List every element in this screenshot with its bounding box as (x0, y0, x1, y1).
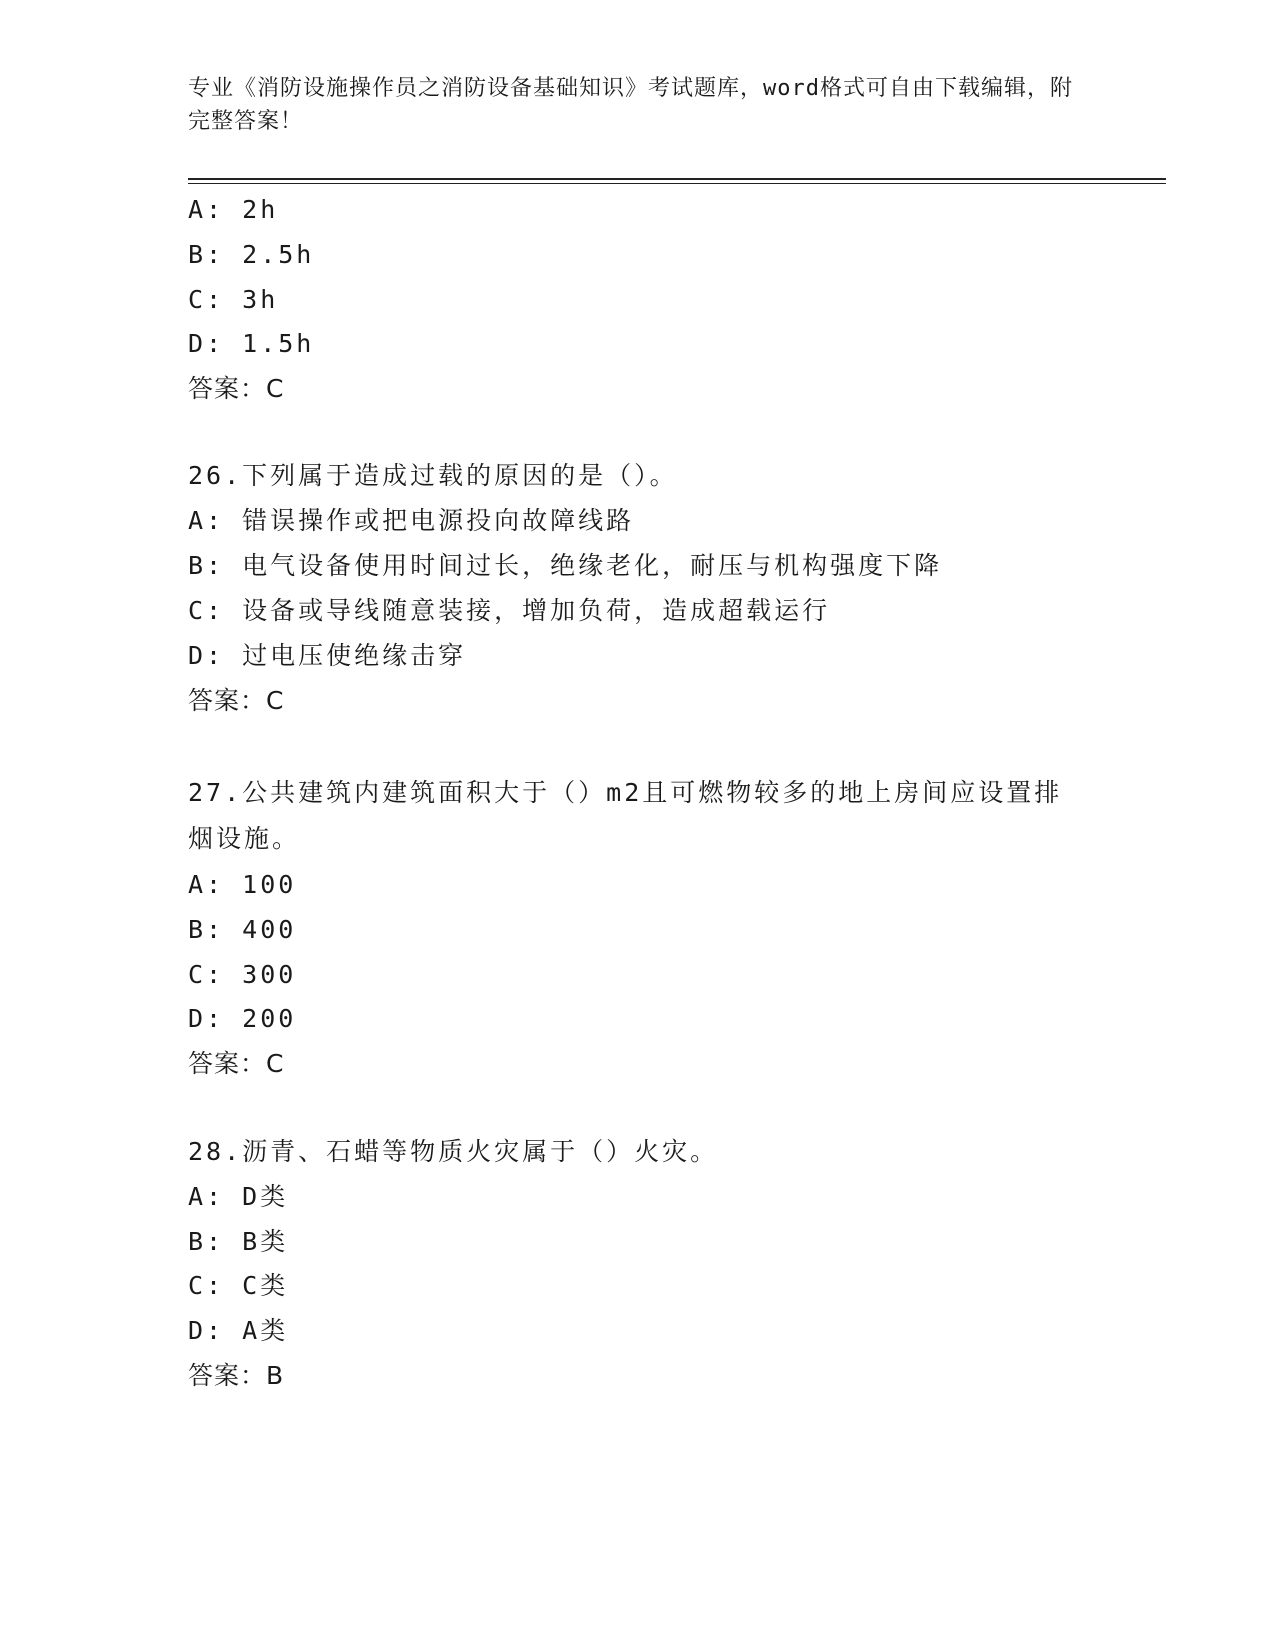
q26-option-b: B: 电气设备使用时间过长，绝缘老化，耐压与机构强度下降 (188, 551, 943, 580)
q28-option-d: D: A类 (188, 1316, 289, 1345)
q26-option-a: A: 错误操作或把电源投向故障线路 (188, 506, 635, 535)
q26-answer: 答案：C (188, 686, 285, 715)
q25-option-d: D: 1.5h (188, 329, 315, 358)
q26-option-d: D: 过电压使绝缘击穿 (188, 641, 467, 670)
q27-option-b: B: 400 (188, 915, 297, 944)
q27-option-c: C: 300 (188, 960, 297, 989)
q25-option-a: A: 2h (188, 195, 279, 224)
q28-question: 28.沥青、石蜡等物质火灾属于（）火灾。 (188, 1137, 719, 1166)
q26-question: 26.下列属于造成过载的原因的是（）。 (188, 461, 678, 490)
header-rule-thin (188, 183, 1166, 184)
q28-option-a: A: D类 (188, 1182, 289, 1211)
q27-option-a: A: 100 (188, 870, 297, 899)
q26-option-c: C: 设备或导线随意装接，增加负荷，造成超载运行 (188, 596, 831, 625)
q27-option-d: D: 200 (188, 1004, 297, 1033)
q27-question: 27.公共建筑内建筑面积大于（）m2且可燃物较多的地上房间应设置排烟设施。 (188, 778, 1063, 853)
q25-option-b: B: 2.5h (188, 240, 315, 269)
q25-answer: 答案：C (188, 374, 285, 403)
header-rule-thick (188, 178, 1166, 180)
document-header: 专业《消防设施操作员之消防设备基础知识》考试题库，word格式可自由下载编辑，附完整答案！ (188, 76, 1073, 134)
q28-option-c: C: C类 (188, 1271, 289, 1300)
q25-option-c: C: 3h (188, 285, 279, 314)
q28-answer: 答案：B (188, 1361, 285, 1390)
q27-answer: 答案：C (188, 1049, 285, 1078)
q28-option-b: B: B类 (188, 1227, 289, 1256)
